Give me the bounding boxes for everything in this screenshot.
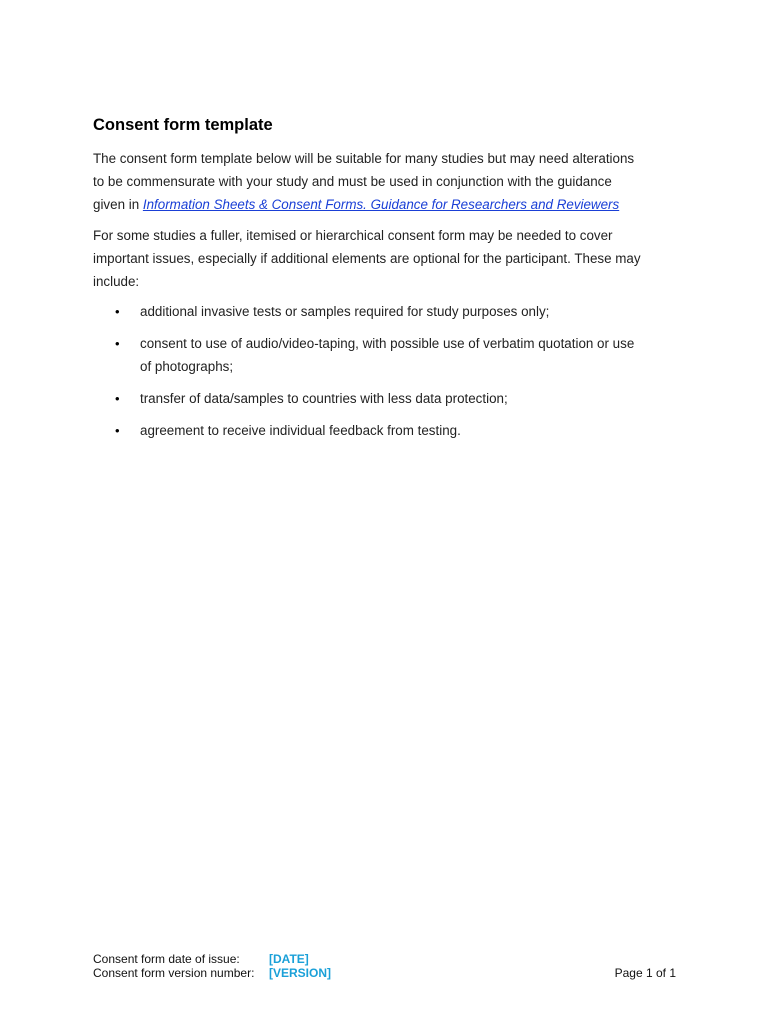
list-item	[93, 419, 693, 442]
optional-line-1: For some studies a fuller, itemised or hierarchical consent form may be needed to cover	[93, 228, 613, 243]
list-item	[93, 300, 693, 323]
list-item-text: transfer of data/samples to countries with less data protection;	[140, 391, 508, 406]
intro-line-1: The consent form template below will be suitable for many studies but may need alterations	[93, 151, 635, 166]
intro-line-2: to be commensurate with your study and must be used in conjunction with the guidance	[93, 174, 612, 189]
page-number: Page 1 of 1	[614, 966, 676, 980]
version-label: Consent form version number:	[93, 966, 255, 980]
footer-version-row	[93, 966, 676, 980]
optional-elements-list	[93, 300, 693, 451]
bullet-icon: •	[115, 336, 120, 351]
list-item-text: additional invasive tests or samples required for study purposes only;	[140, 304, 550, 319]
guidance-link[interactable]: Information Sheets & Consent Forms. Guidance for Researchers and Reviewers	[142, 197, 620, 212]
date-placeholder: [DATE]	[269, 952, 309, 966]
list-item	[93, 387, 693, 410]
optional-line-2: important issues, especially if additional elements are optional for the participant. These may	[93, 251, 641, 266]
bullet-icon: •	[115, 391, 120, 406]
optional-elements-paragraph	[93, 224, 693, 293]
page-title: Consent form template	[93, 116, 273, 134]
intro-line-3	[93, 193, 693, 216]
date-label: Consent form date of issue:	[93, 952, 240, 966]
list-item-text-cont: of photographs;	[140, 359, 234, 374]
optional-line-3: include:	[93, 274, 140, 289]
list-item	[93, 332, 693, 378]
list-item-text: consent to use of audio/video-taping, with possible use of verbatim quotation or use	[140, 336, 635, 351]
bullet-icon: •	[115, 423, 120, 438]
bullet-icon: •	[115, 304, 120, 319]
intro-paragraph	[93, 147, 693, 216]
intro-line-3-prefix: given in	[93, 197, 143, 212]
page-footer	[93, 952, 676, 980]
footer-date-row	[93, 952, 676, 966]
list-item-text: agreement to receive individual feedback from testing.	[140, 423, 461, 438]
version-placeholder: [VERSION]	[269, 966, 332, 980]
